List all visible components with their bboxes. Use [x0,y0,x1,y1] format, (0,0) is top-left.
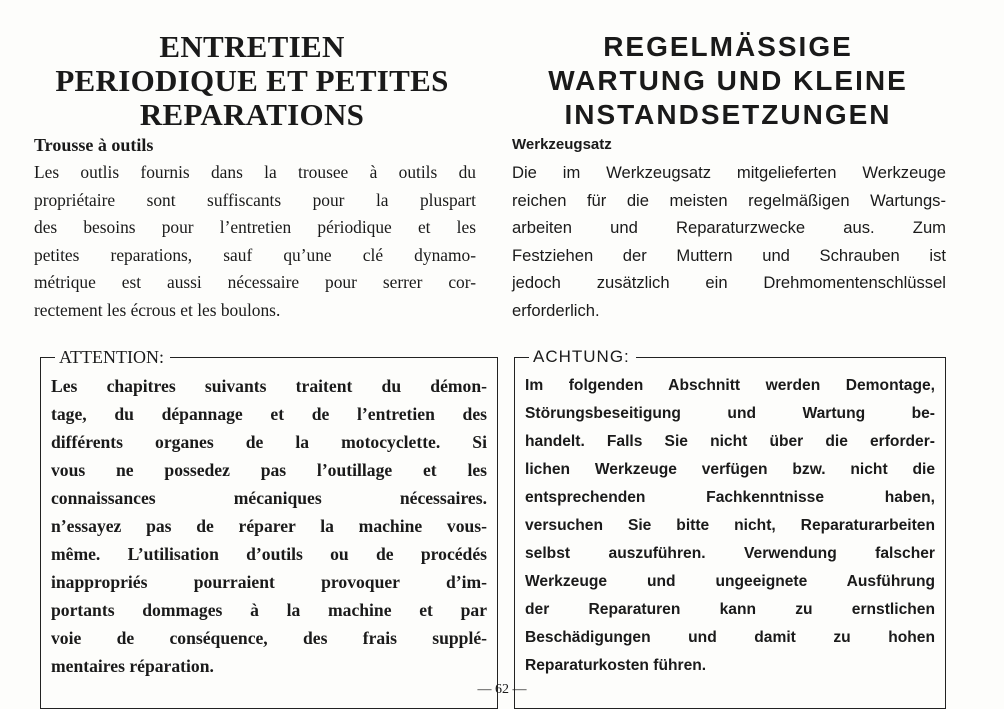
french-paragraph [34,159,476,325]
french-notice-text [51,372,487,680]
notice-line: portants dommages à la machine et par [51,600,487,620]
german-notice-box [514,347,946,709]
french-title-line: REPARATIONS [139,97,365,132]
notice-line: versuchen Sie bitte nicht, Reparaturarbeiten [525,517,935,534]
notice-line: Reparaturkosten führen. [525,657,707,674]
french-subheading: Trousse à outils [34,135,154,155]
french-title-line: PERIODIQUE ET PETITES [55,63,449,98]
paragraph-line: des besoins pour l’entretien périodique et les [34,217,476,238]
paragraph-line: Die im Werkzeugsatz mitgelieferten Werkzeuge [512,163,946,182]
french-notice-label: ATTENTION: [55,346,170,368]
paragraph-line: rectement les écrous et les boulons. [34,299,281,320]
french-title [28,30,476,132]
notice-line: connaissances mécaniques nécessaires. [51,488,487,508]
paragraph-line: Les outlis fournis dans la trousee à outils du [34,162,476,182]
german-title-line: WARTUNG UND KLEINE [548,65,908,96]
paragraph-line: reichen für die meisten regelmäßigen Wartungs- [512,190,946,210]
german-column [510,30,946,674]
notice-line: différents organes de la motocyclette. Si [51,432,487,452]
notice-line: Im folgenden Abschnitt werden Demontage, [525,377,935,394]
notice-line: voie de conséquence, des frais supplé- [51,628,487,648]
french-title-line: ENTRETIEN [159,29,345,64]
notice-line: inappropriés pourraient provoquer d’im- [51,572,487,592]
page-number: — 62 — [477,682,527,697]
german-title-line: REGELMÄSSIGE [603,31,853,62]
paragraph-line: jedoch zusätzlich ein Drehmomentenschlüssel [512,273,946,293]
paragraph-line: propriétaire sont suffiscants pour la pluspart [34,189,476,210]
paragraph-line: arbeiten und Reparaturzwecke aus. Zum [512,218,946,238]
notice-line: vous ne possedez pas l’outillage et les [51,460,487,480]
notice-line: tage, du dépannage et de l’entretien des [51,404,487,424]
german-notice-label: ACHTUNG: [529,346,636,368]
notice-line: n’essayez pas de réparer la machine vous- [51,516,487,536]
paragraph-line: Festziehen der Muttern und Schrauben ist [512,245,946,265]
paragraph-line: erforderlich. [512,300,600,320]
notice-line: Beschädigungen und damit zu hohen [525,629,935,646]
notice-line: entsprechenden Fachkenntnisse haben, [525,489,935,506]
notice-line: Werkzeuge und ungeeignete Ausführung [525,573,935,590]
notice-line: der Reparaturen kann zu ernstlichen [525,601,935,618]
notice-line: handelt. Falls Sie nicht über die erforder- [525,433,935,450]
notice-line: mentaires réparation. [51,656,214,676]
german-title-line: INSTANDSETZUNGEN [564,99,892,130]
german-notice-text [525,372,935,680]
french-notice-box [40,347,498,709]
french-column [28,29,487,676]
german-paragraph [512,159,946,325]
notice-line: selbst auszuführen. Verwendung falscher [525,545,935,562]
german-title [510,30,946,132]
notice-line: Störungsbeseitigung und Wartung be- [525,405,935,422]
notice-line: lichen Werkzeuge verfügen bzw. nicht die [525,461,935,478]
paragraph-line: petites reparations, sauf qu’une clé dynamo- [34,244,476,265]
notice-line: Les chapitres suivants traitent du démon- [51,376,487,396]
notice-line: même. L’utilisation d’outils ou de procédés [51,544,487,564]
german-subheading: Werkzeugsatz [512,136,612,153]
paragraph-line: métrique est aussi nécessaire pour serrer cor- [34,272,476,293]
